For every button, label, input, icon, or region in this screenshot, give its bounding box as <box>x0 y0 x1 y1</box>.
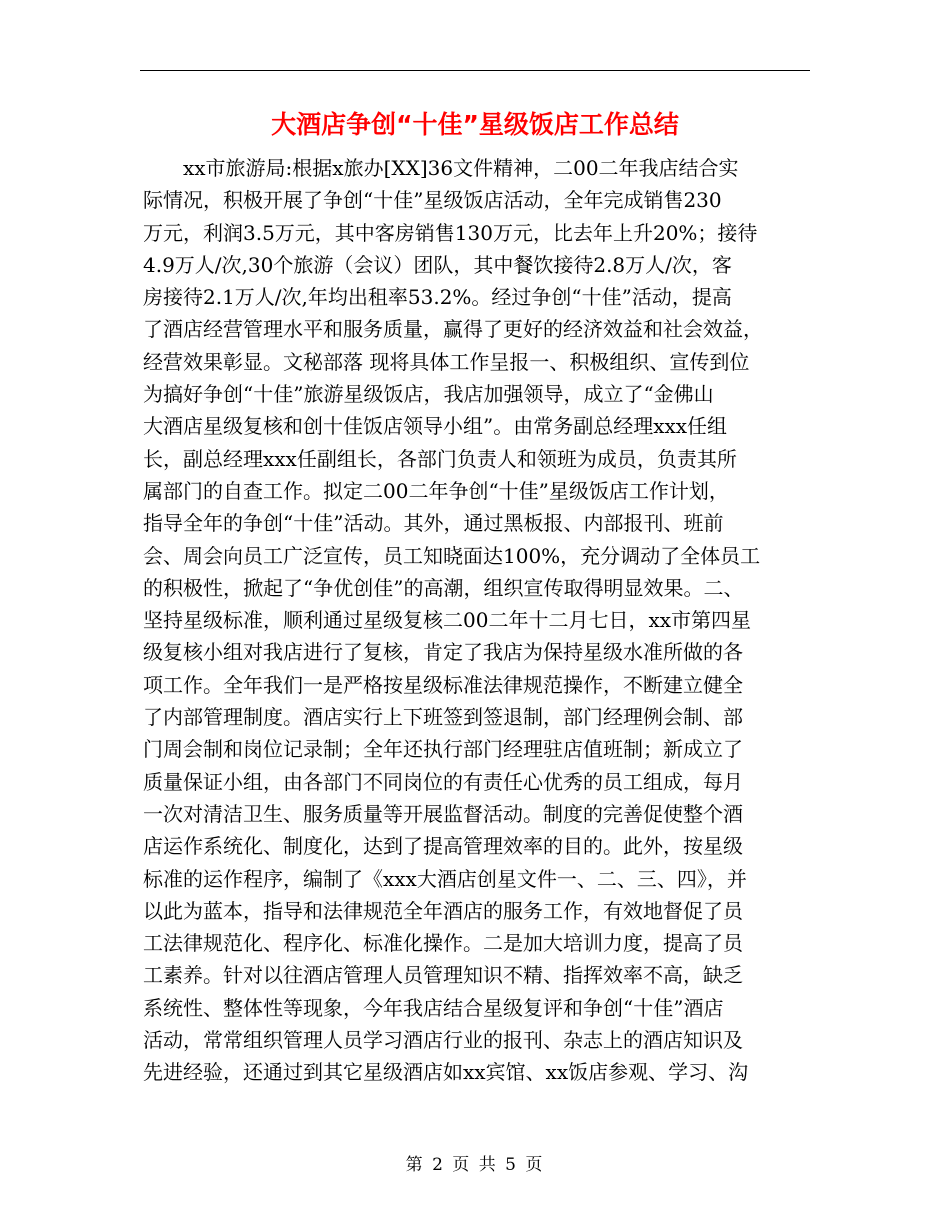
body-line: 4.9万人/次,30个旅游（会议）团队，其中餐饮接待2.8万人/次，客 <box>143 252 732 277</box>
body-line: 长，副总经理xxx任副组长，各部门负责人和领班为成员，负责其所 <box>143 446 737 471</box>
body-line: 系统性、整体性等现象，今年我店结合星级复评和争创“十佳”酒店 <box>143 995 724 1020</box>
body-line: 了酒店经营管理水平和服务质量，赢得了更好的经济效益和社会效益， <box>143 317 763 342</box>
body-line: 坚持星级标准，顺利通过星级复核二00二年十二月七日，xx市第四星 <box>143 608 752 633</box>
body-line: 工法律规范化、程序化、标准化操作。二是加大培训力度，提高了员 <box>143 931 743 956</box>
body-line: 活动，常常组织管理人员学习酒店行业的报刊、杂志上的酒店知识及 <box>143 1028 743 1053</box>
body-line: 属部门的自查工作。拟定二00二年争创“十佳”星级饭店工作计划， <box>143 478 729 503</box>
body-line: 工素养。针对以往酒店管理人员管理知识不精、指挥效率不高，缺乏 <box>143 963 743 988</box>
page-number-footer: 第 2 页 共 5 页 <box>405 1155 545 1175</box>
body-line: 万元，利润3.5万元，其中客房销售130万元，比去年上升20%；接待 <box>143 220 758 245</box>
body-line: 以此为蓝本，指导和法律规范全年酒店的服务工作，有效地督促了员 <box>143 898 743 923</box>
body-line: xx市旅游局:根据x旅办[XX]36文件精神，二00二年我店结合实 <box>183 156 739 180</box>
document-body <box>143 152 810 1089</box>
body-line: 了内部管理制度。酒店实行上下班签到签退制，部门经理例会制、部 <box>143 705 743 730</box>
body-line: 会、周会向员工广泛宣传，员工知晓面达100%，充分调动了全体员工 <box>143 543 761 568</box>
document-title: 大酒店争创“十佳”星级饭店工作总结 <box>271 110 679 139</box>
body-line: 一次对清洁卫生、服务质量等开展监督活动。制度的完善促使整个酒 <box>143 801 743 826</box>
body-line: 级复核小组对我店进行了复核，肯定了我店为保持星级水准所做的各 <box>143 640 743 665</box>
body-line: 为搞好争创“十佳”旅游星级饭店，我店加强领导，成立了“金佛山 <box>143 382 714 407</box>
body-line: 指导全年的争创“十佳”活动。其外，通过黑板报、内部报刊、班前 <box>143 511 724 536</box>
body-line: 项工作。全年我们一是严格按星级标准法律规范操作，不断建立健全 <box>143 672 743 697</box>
body-line: 标准的运作程序，编制了《xxx大酒店创星文件一、二、三、四》，并 <box>143 866 747 891</box>
body-line: 门周会制和岗位记录制；全年还执行部门经理驻店值班制；新成立了 <box>143 737 743 762</box>
body-line: 的积极性，掀起了“争优创佳”的高潮，组织宣传取得明显效果。二、 <box>143 575 744 600</box>
body-line: 房接待2.1万人/次,年均出租率53.2%。经过争创“十佳”活动，提高 <box>143 285 732 310</box>
body-line: 经营效果彰显。文秘部落 现将具体工作呈报一、积极组织、宣传到位 <box>143 349 750 374</box>
body-line: 大酒店星级复核和创十佳饭店领导小组”。由常务副总经理xxx任组 <box>143 414 728 439</box>
body-line: 先进经验，还通过到其它星级酒店如xx宾馆、xx饭店参观、学习、沟 <box>143 1060 749 1085</box>
header-divider <box>140 70 810 71</box>
body-line: 店运作系统化、制度化，达到了提高管理效率的目的。此外，按星级 <box>143 834 743 859</box>
body-line: 质量保证小组，由各部门不同岗位的有责任心优秀的员工组成，每月 <box>143 769 743 794</box>
body-line: 际情况，积极开展了争创“十佳”星级饭店活动，全年完成销售230 <box>143 188 722 213</box>
